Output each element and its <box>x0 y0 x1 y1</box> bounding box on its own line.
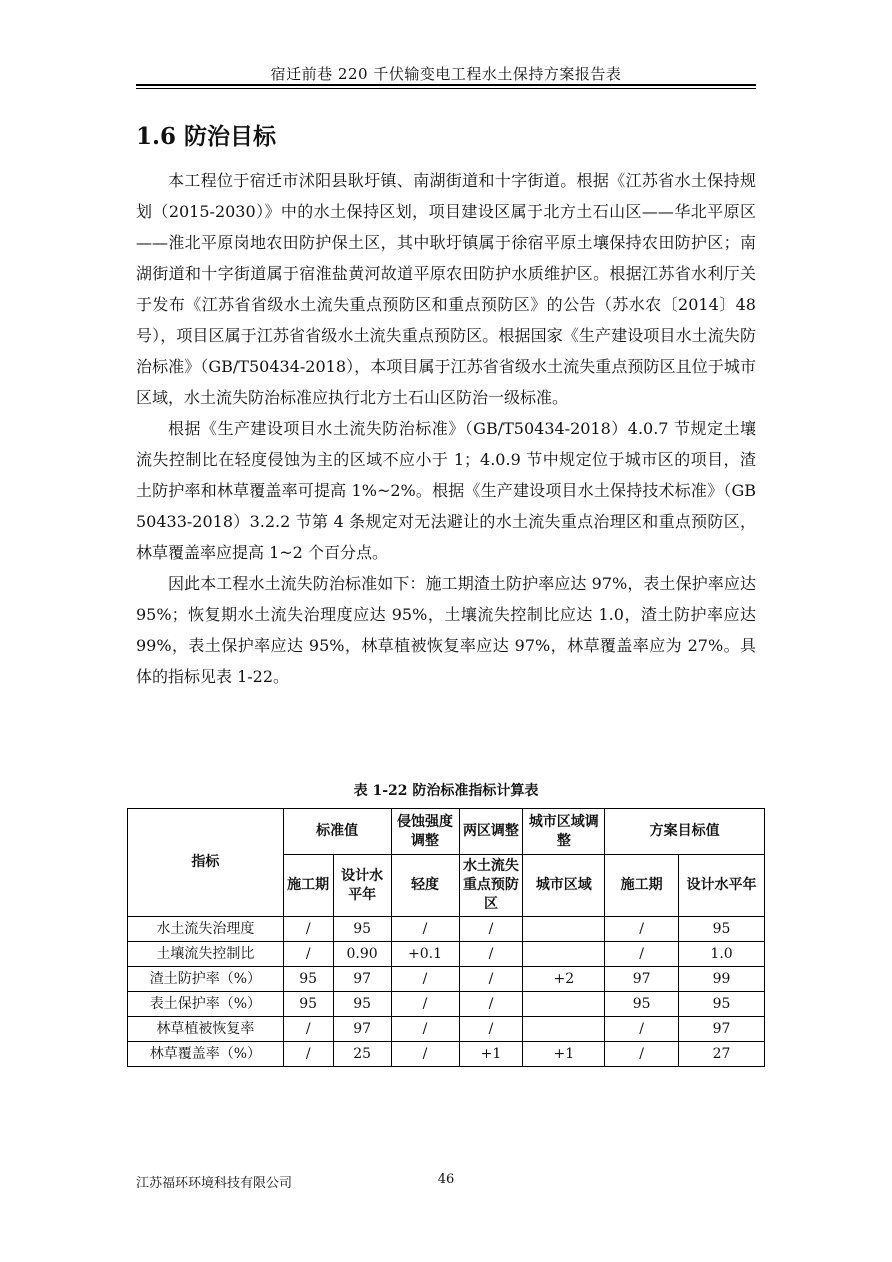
table-row <box>128 992 765 1017</box>
footer-company: 江苏福环环境科技有限公司 <box>136 1176 293 1191</box>
cell-target-construction: 97 <box>605 967 679 992</box>
header-urban: 城市区域调整 <box>523 809 605 855</box>
subheader-mild: 轻度 <box>391 855 459 917</box>
standards-table <box>127 808 765 1067</box>
cell-urban <box>523 1017 605 1042</box>
cell-erosion: / <box>391 1042 459 1067</box>
cell-two-zone: +1 <box>459 1042 523 1067</box>
table-row <box>128 917 765 942</box>
cell-two-zone: / <box>459 1017 523 1042</box>
cell-erosion: / <box>391 967 459 992</box>
cell-erosion: +0.1 <box>391 942 459 967</box>
cell-std-construction: / <box>283 942 333 967</box>
cell-urban <box>523 917 605 942</box>
document-header-title: 宿迁前巷 220 千伏输变电工程水土保持方案报告表 <box>270 65 622 83</box>
cell-target-design: 97 <box>679 1017 765 1042</box>
header-rule <box>136 84 756 86</box>
row-name: 渣土防护率（%） <box>128 967 284 992</box>
cell-urban <box>523 942 605 967</box>
subheader-urban-area: 城市区域 <box>523 855 605 917</box>
cell-erosion: / <box>391 992 459 1017</box>
paragraph-2: 根据《生产建设项目水土流失防治标准》（GB/T50434-2018）4.0.7 节规定土壤流失控制比在轻度侵蚀为主的区域不应小于 1；4.0.9 节中规定位于城市区的项目，渣土防护率和林草覆盖率可提高 1%~2%。根据《生产建设项目水土保持技术标准》（GB 50433-2018）3.2.2 节第 4 条规定对无法避让的水土流失重点治理区和重点预防区，林草覆盖率应提高 1~2 个百分点。 <box>136 419 756 562</box>
cell-std-design: 97 <box>333 1017 391 1042</box>
cell-two-zone: / <box>459 967 523 992</box>
cell-std-design: 95 <box>333 917 391 942</box>
table-row <box>128 1017 765 1042</box>
subheader-key-zone: 水土流失重点预防区 <box>459 855 523 917</box>
cell-target-design: 1.0 <box>679 942 765 967</box>
paragraph-1: 本工程位于宿迁市沭阳县耿圩镇、南湖街道和十字街道。根据《江苏省水土保持规划（2015-2030）》中的水土保持区划，项目建设区属于北方土石山区——华北平原区——淮北平原岗地农田防护保土区，其中耿圩镇属于徐宿平原土壤保持农田防护区；南湖街道和十字街道属于宿淮盐黄河故道平原农田防护水质维护区。根据江苏省水利厅关于发布《江苏省省级水土流失重点预防区和重点预防区》的公告（苏水农〔2014〕48 号），项目区属于江苏省省级水土流失重点预防区。根据国家《生产建设项目水土流失防治标准》（GB/T50434-2018），本项目属于江苏省省级水土流失重点预防区且位于城市区域，水土流失防治标准应执行北方土石山区防治一级标准。 <box>136 171 756 407</box>
header-target: 方案目标值 <box>605 809 765 855</box>
cell-erosion: / <box>391 917 459 942</box>
section-heading: 1.6 防治目标 <box>136 123 277 150</box>
header-rule-thin <box>136 88 756 89</box>
cell-target-design: 99 <box>679 967 765 992</box>
cell-erosion: / <box>391 1017 459 1042</box>
cell-target-design: 95 <box>679 992 765 1017</box>
row-name: 林草植被恢复率 <box>128 1017 284 1042</box>
table-caption: 表 1-22 防治标准指标计算表 <box>353 783 539 799</box>
cell-std-construction: / <box>283 1042 333 1067</box>
cell-target-design: 95 <box>679 917 765 942</box>
header-erosion: 侵蚀强度调整 <box>391 809 459 855</box>
paragraph-3: 因此本工程水土流失防治标准如下：施工期渣土防护率应达 97%，表土保护率应达 95%；恢复期水土流失治理度应达 95%，土壤流失控制比应达 1.0，渣土防护率应达 99%，表土保护率应达 95%，林草植被恢复率应达 97%，林草覆盖率应为 27%。具体的指标见表 1-22。 <box>136 574 756 686</box>
cell-target-construction: / <box>605 942 679 967</box>
cell-two-zone: / <box>459 942 523 967</box>
cell-std-construction: / <box>283 1017 333 1042</box>
cell-urban: +2 <box>523 967 605 992</box>
section-body <box>136 165 756 692</box>
header-standard: 标准值 <box>283 809 391 855</box>
cell-std-design: 0.90 <box>333 942 391 967</box>
row-name: 土壤流失控制比 <box>128 942 284 967</box>
subheader-design: 设计水平年 <box>333 855 391 917</box>
cell-target-construction: / <box>605 1042 679 1067</box>
subheader-construction: 施工期 <box>283 855 333 917</box>
cell-target-construction: / <box>605 917 679 942</box>
cell-target-construction: 95 <box>605 992 679 1017</box>
cell-std-construction: / <box>283 917 333 942</box>
row-name: 水土流失治理度 <box>128 917 284 942</box>
table-row <box>128 967 765 992</box>
cell-target-construction: / <box>605 1017 679 1042</box>
cell-std-construction: 95 <box>283 967 333 992</box>
subheader-target-construction: 施工期 <box>605 855 679 917</box>
cell-std-design: 25 <box>333 1042 391 1067</box>
cell-urban <box>523 992 605 1017</box>
table-row <box>128 942 765 967</box>
cell-std-construction: 95 <box>283 992 333 1017</box>
cell-urban: +1 <box>523 1042 605 1067</box>
cell-two-zone: / <box>459 992 523 1017</box>
cell-std-design: 97 <box>333 967 391 992</box>
row-name: 林草覆盖率（%） <box>128 1042 284 1067</box>
header-two-zone: 两区调整 <box>459 809 523 855</box>
subheader-target-design: 设计水平年 <box>679 855 765 917</box>
cell-target-design: 27 <box>679 1042 765 1067</box>
row-name: 表土保护率（%） <box>128 992 284 1017</box>
cell-std-design: 95 <box>333 992 391 1017</box>
page-number: 46 <box>437 1172 455 1187</box>
table-row <box>128 1042 765 1067</box>
header-indicator: 指标 <box>128 809 284 917</box>
cell-two-zone: / <box>459 917 523 942</box>
